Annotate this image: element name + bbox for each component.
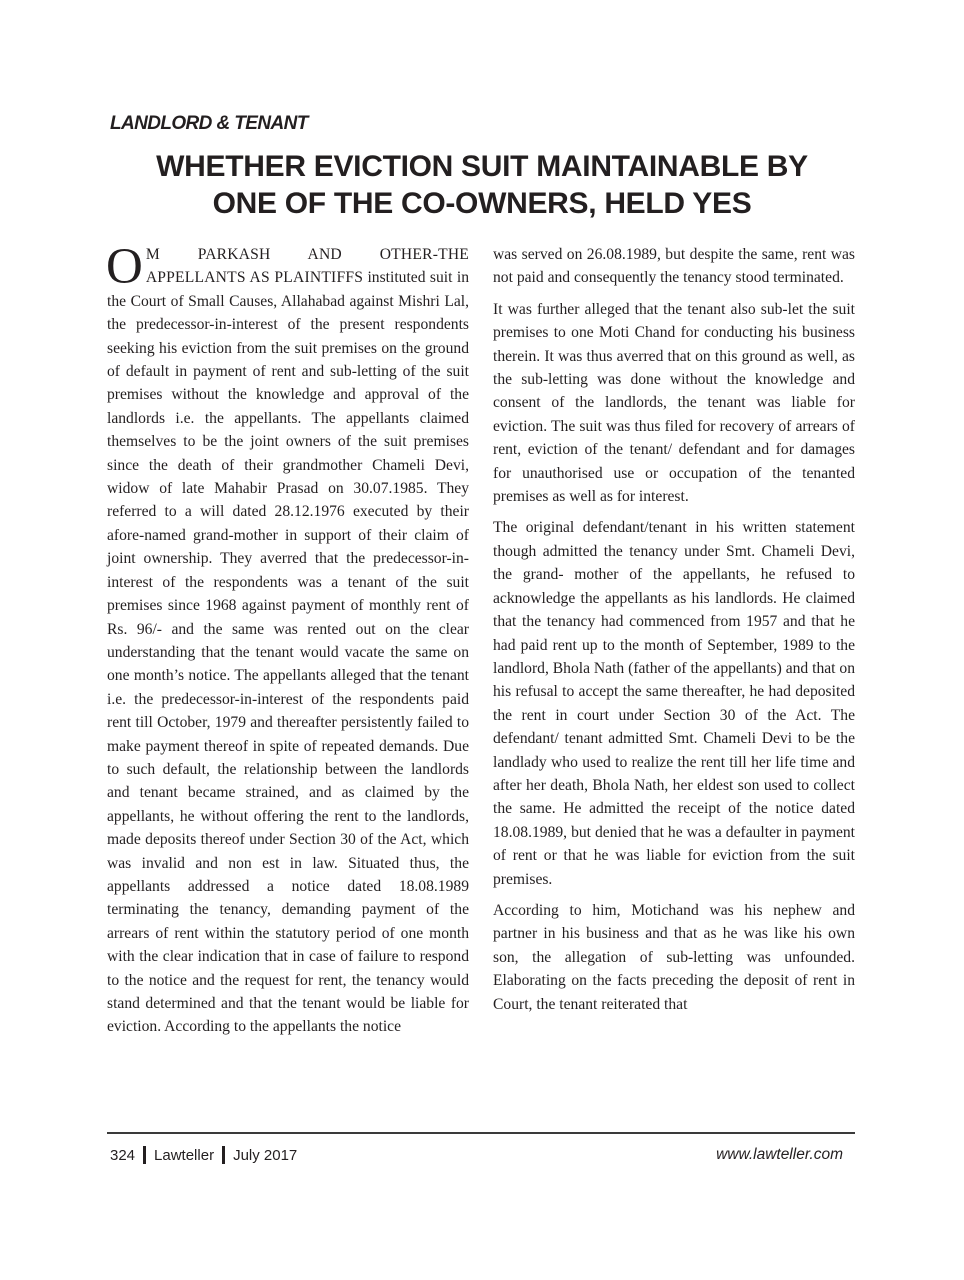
headline-line-2: ONE OF THE CO-OWNERS, HELD YES xyxy=(212,187,752,220)
issue-date: July 2017 xyxy=(233,1146,298,1164)
article-paragraph: was served on 26.08.1989, but despite the same, rent was not paid and consequently the tenancy stood terminated. xyxy=(493,246,855,287)
headline-line-1: WHETHER EVICTION SUIT MAINTAINABLE BY xyxy=(156,150,808,183)
article-column-right xyxy=(493,243,855,1024)
article-paragraph: According to him, Motichand was his nephew and partner in his business and that as he was like his own son, the allegation of sub-letting was unfounded. Elaborating on the facts preceding the deposit of rent in Court, the tenant reiterated that xyxy=(493,901,855,1013)
page-number: 324 xyxy=(110,1146,136,1164)
footer-folio xyxy=(110,1146,297,1164)
footer-divider xyxy=(107,1132,855,1134)
paragraph-text: instituted suit in the Court of Small Causes, Allahabad against Mishri Lal, the predecessor-in-interest of the present respondents seeking his eviction from the suit premises on the ground of default in payment of rent and sub-letting of the suit premises without the knowledge and approval of the landlords i.e. the appellants. The appellants claimed themselves to be the joint owners of the suit premises since the death of their grandmother Chameli Devi, widow of late Mahabir Prasad on 30.07.1985. They referred to a will dated 28.12.1976 executed by their afore-named grand-mother in support of their claim of joint ownership. They averred that the predecessor-in-interest of the respondents was a tenant of the suit premises since 1968 against payment of monthly rent of Rs. 96/- and the same was rented out on the clear understanding that the tenant would vacate the same on one month’s notice. The appellants alleged that the tenant i.e. the predecessor-in-interest of the respondents paid rent till October, 1979 and thereafter persistently failed to make payment thereof in spite of repeated demands. Due to such default, the relationship between the landlords and tenant became strained, and as claimed by the appellants, he without offering the rent to the landlords, made deposits thereof under Section 30 of the Act, which was invalid and non est in law. Situated thus, the appellants addressed a notice dated 18.08.1989 terminating the tenancy, demanding payment of the arrears of rent within the statutory period of one month with the clear indication that in case of failure to respond to the notice and the request for rent, the tenancy would stand determined and that the tenant would be liable for eviction. According to the appellants the notice xyxy=(107,269,469,1036)
headline xyxy=(100,148,864,222)
website-link[interactable]: www.lawteller.com xyxy=(716,1146,843,1163)
article-column-left xyxy=(106,239,469,1047)
separator-bar-icon xyxy=(143,1146,146,1164)
drop-cap: O xyxy=(106,239,143,295)
article-paragraph: The original defendant/tenant in his written statement though admitted the tenancy under Smt. Chameli Devi, the grand- mother of the appellants, he refused to acknowledge the appellants as his landlords. He claimed that the tenancy had commenced from 1957 and that he had paid rent up to the month of September, 1989 to the landlord, Bhola Nath (father of the appellants) and that on his refusal to accept the same thereafter, he had deposited the rent in court under Section 30 of the Act. The defendant/ tenant admitted Smt. Chameli Devi to be the landlady who used to realize the rent till her life time and after her death, Bhola Nath, her eldest son used to collect the same. He admitted the receipt of the notice dated 18.08.1989, but denied that he was a defaulter in payment of rent or that he was liable for eviction from the suit premises. xyxy=(493,519,856,888)
section-label: LANDLORD & TENANT xyxy=(110,113,308,134)
article-paragraph xyxy=(106,239,469,1039)
article-paragraph: It was further alleged that the tenant also sub-let the suit premises to one Moti Chand for conducting his business therein. It was thus averred that on this ground as well, as the sub-letting was done without the knowledge and consent of the landlords, the tenant was liable for eviction. The suit was thus filed for recovery of arrears of rent, eviction of the tenant/ defendant and for damages for unauthorised use or occupation of the tenanted premises as well as for interest. xyxy=(493,300,855,506)
publication-name: Lawteller xyxy=(154,1146,215,1164)
lead-in-caps: M PARKASH AND OTHER-THE APPELLANTS AS PLAINTIFFS xyxy=(145,246,469,287)
separator-bar-icon xyxy=(222,1146,225,1164)
page-footer xyxy=(110,1146,843,1164)
